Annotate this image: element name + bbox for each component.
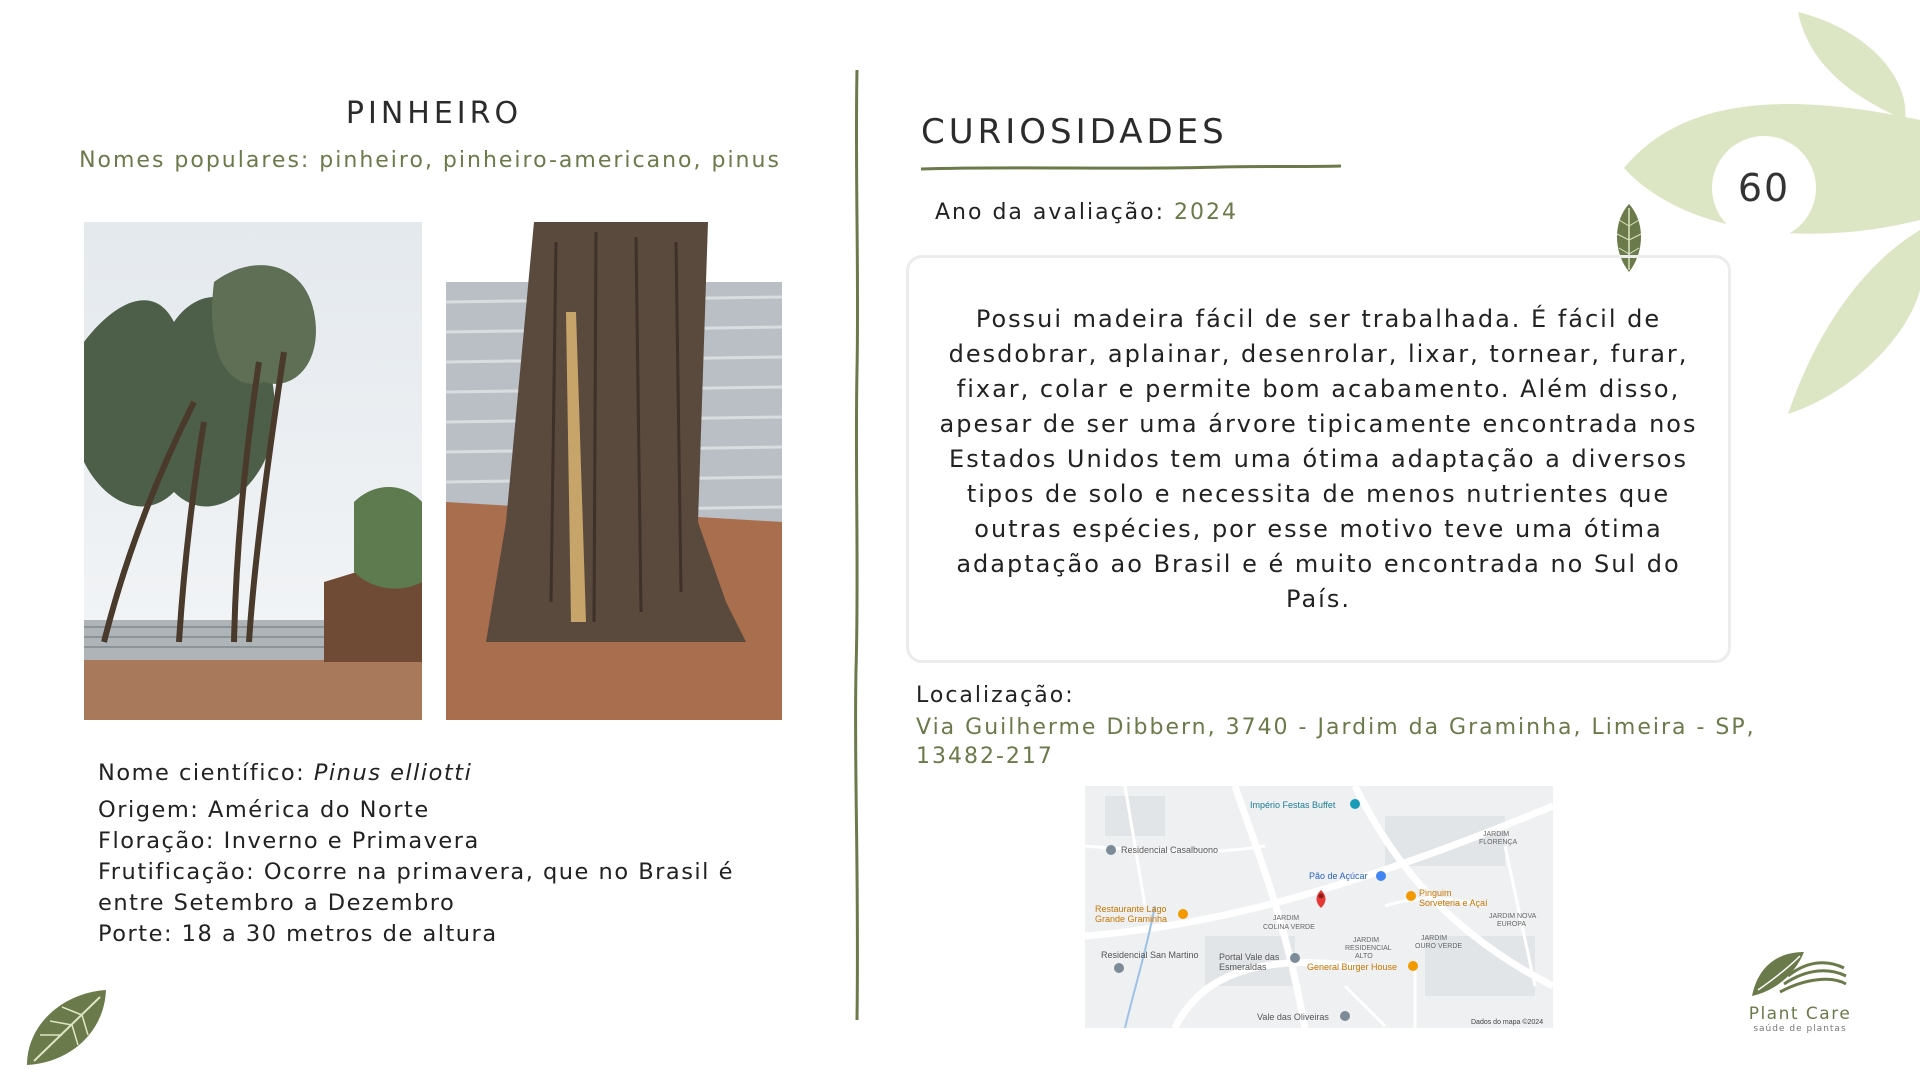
map-label-ouro1: JARDIM — [1421, 935, 1448, 942]
map-label-florenca1: JARDIM — [1483, 831, 1510, 838]
map-label-portal2: Esmeraldas — [1219, 962, 1267, 972]
brand-tagline: saúde de plantas — [1753, 1024, 1847, 1034]
evaluation-year — [935, 200, 1238, 225]
vertical-divider — [852, 70, 862, 1020]
location-label: Localização: — [916, 683, 1075, 708]
photo-trees — [84, 222, 422, 720]
brand-name: Plant Care — [1748, 1004, 1852, 1024]
flowering: Floração: Inverno e Primavera — [98, 828, 480, 854]
leaf-bottom-left-icon — [22, 985, 112, 1070]
plant-title: PINHEIRO — [345, 96, 523, 131]
curiosities-underline — [921, 158, 1341, 168]
map-label-resalto1: JARDIM — [1353, 937, 1380, 944]
location-map[interactable] — [1085, 786, 1553, 1028]
scientific-value: Pinus elliotti — [313, 760, 473, 786]
plant-care-logo-icon — [1748, 946, 1848, 1002]
origin: Origem: América do Norte — [98, 797, 430, 823]
year-label: Ano da avaliação: — [935, 200, 1175, 225]
map-label-portal1: Portal Vale das — [1219, 952, 1280, 962]
map-label-nova1: JARDIM NOVA — [1489, 913, 1537, 920]
location-address: Via Guilherme Dibbern, 3740 - Jardim da Graminha, Limeira - SP, 13482-217 — [916, 715, 1756, 769]
map-label-burger: General Burger House — [1307, 962, 1398, 972]
scientific-name — [98, 758, 472, 789]
size: Porte: 18 a 30 metros de altura — [98, 921, 498, 947]
scientific-label: Nome científico: — [98, 760, 314, 786]
map-label-resalto3: ALTO — [1355, 953, 1373, 960]
curiosities-box — [906, 255, 1731, 663]
map-label-pao: Pão de Açúcar — [1309, 871, 1368, 881]
map-credit: Dados do mapa ©2024 — [1471, 1019, 1544, 1026]
curiosities-text: Possui madeira fácil de ser trabalhada. É fácil de desdobrar, aplainar, desenrolar, lixar, tornear, furar, fixar, colar e permite bom acabamento. Além disso, apesar de ser uma árvore tipicamente encontrada nos Estados Unidos tem uma ótima adaptação a diversos tipos de solo e necessita de menos nutrientes que outras espécies, por esse motivo teve uma ótima adaptação ao Brasil e é muito encontrada no Sul do País. — [939, 304, 1698, 613]
map-label-ouro2: OURO VERDE — [1415, 943, 1463, 950]
map-label-restaurante1: Restaurante Lago — [1095, 904, 1167, 914]
curiosities-title: CURIOSIDADES — [921, 112, 1228, 152]
map-label-sanmartino: Residencial San Martino — [1101, 950, 1199, 960]
map-label-florenca2: FLORENÇA — [1479, 839, 1518, 846]
map-label-colina1: JARDIM — [1273, 915, 1300, 922]
fruiting: Frutificação: Ocorre na primavera, que no Brasil é entre Setembro a Dezembro — [98, 859, 734, 916]
map-label-resalto2: RESIDENCIAL — [1345, 945, 1392, 952]
map-label-colina2: COLINA VERDE — [1263, 924, 1315, 931]
popular-names: Nomes populares: pinheiro, pinheiro-americano, pinus — [79, 148, 781, 173]
map-label-pinguim1: Pinguim — [1419, 888, 1452, 898]
map-label-imperio: Império Festas Buffet — [1250, 800, 1336, 810]
page-number-badge: 60 — [1712, 136, 1816, 240]
map-label-restaurante2: Grande Graminha — [1095, 914, 1168, 924]
year-value: 2024 — [1174, 200, 1239, 225]
map-label-nova2: EUROPA — [1497, 921, 1527, 928]
map-label-residencial: Residencial Casalbuono — [1121, 845, 1219, 855]
map-label-oliveiras: Vale das Oliveiras — [1257, 1012, 1329, 1022]
map-label-pinguim2: Sorveteria e Açaí — [1419, 898, 1488, 908]
photo-trunk — [446, 222, 782, 720]
